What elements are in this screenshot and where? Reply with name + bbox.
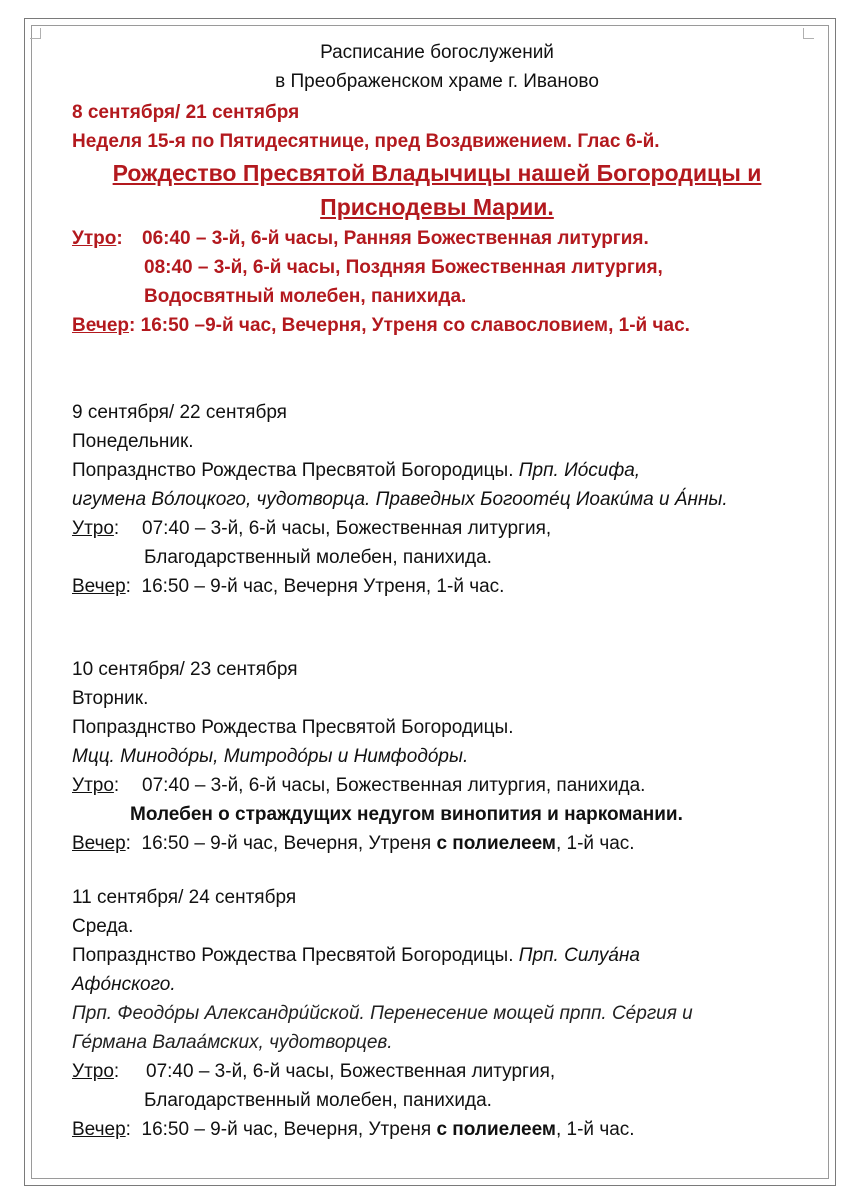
day-date: 10 сентября/ 23 сентября: [72, 659, 298, 680]
day-weekday: Среда.: [72, 916, 134, 937]
feast-plain: Попразднство Рождества Пресвятой Богородицы.: [72, 717, 514, 738]
evening-label: Вечер: [72, 833, 126, 854]
day-week: Неделя 15-я по Пятидесятнице, пред Воздвижением. Глас 6-й.: [72, 131, 660, 152]
evening-service-c: , 1-й час.: [555, 1119, 635, 1140]
document-title-line1: Расписание богослужений: [320, 42, 554, 63]
day-weekday: Понедельник.: [72, 431, 194, 452]
feast-line: [72, 941, 802, 970]
evening-service-row: [72, 829, 802, 858]
morning-label-wrap: Утро:: [72, 518, 120, 539]
spacer: [72, 601, 802, 655]
day-date: 9 сентября/ 22 сентября: [72, 402, 287, 423]
feast-italic-a: Прп. Ио́сифа,: [518, 460, 641, 481]
morning-label: Утро: [72, 1061, 114, 1082]
evening-label-wrap: Вечер:: [72, 315, 141, 336]
morning-label-wrap: Утро:: [72, 228, 123, 249]
day-date: 8 сентября/ 21 сентября: [72, 102, 300, 123]
spacer: [72, 858, 802, 883]
day-section-sep8: [72, 98, 802, 340]
morning-label-wrap: Утро:: [72, 1061, 120, 1082]
morning-service-row: [72, 1057, 802, 1086]
morning-service-row: [72, 771, 802, 800]
morning-label: Утро: [72, 775, 114, 796]
evening-service-bold: с полиелеем: [436, 833, 556, 854]
day-weekday: Вторник.: [72, 688, 149, 709]
morning-service-row: [72, 514, 802, 543]
corner-mark-top-left: [30, 28, 41, 39]
morning-service-2: Благодарственный молебен, панихида.: [144, 547, 492, 568]
morning-label-wrap: Утро:: [72, 775, 120, 796]
feast-plain: Попразднство Рождества Пресвятой Богородицы.: [72, 945, 514, 966]
schedule-document: [72, 38, 802, 1144]
evening-service-row: [72, 572, 802, 601]
morning-label: Утро: [72, 518, 114, 539]
evening-label-wrap: Вечер:: [72, 1119, 142, 1140]
feast-italic-b: Афо́нского.: [72, 974, 176, 995]
morning-service-1: 07:40 – 3-й, 6-й часы, Божественная литургия,: [142, 518, 552, 539]
evening-label: Вечер: [72, 315, 130, 336]
saints-line2: Ге́рмана Валаа́мских, чудотворцев.: [72, 1032, 393, 1053]
morning-label: Утро: [72, 228, 117, 249]
evening-service-a: 16:50 – 9-й час, Вечерня, Утреня: [141, 833, 437, 854]
morning-service-3: Водосвятный молебен, панихида.: [144, 286, 467, 307]
evening-service-row: [72, 1115, 802, 1144]
feast-title-line1: Рождество Пресвятой Владычицы нашей Богородицы и: [112, 160, 762, 186]
saints-line1: Прп. Феодо́ры Александри́йской. Перенесение мощей прпп. Се́ргия и: [72, 1003, 693, 1024]
moleben-line: Молебен о страждущих недугом винопития и наркомании.: [130, 804, 683, 825]
evening-service-c: , 1-й час.: [555, 833, 635, 854]
day-date: 11 сентября/ 24 сентября: [72, 887, 297, 908]
evening-service: 16:50 – 9-й час, Вечерня Утреня, 1-й час.: [141, 576, 505, 597]
feast-title-line2: Приснодевы Марии.: [320, 194, 554, 220]
feast-plain: Попразднство Рождества Пресвятой Богородицы.: [72, 460, 514, 481]
evening-service: 16:50 –9-й час, Вечерня, Утреня со славословием, 1-й час.: [140, 315, 690, 336]
day-section-sep10: [72, 655, 802, 858]
evening-service-bold: с полиелеем: [436, 1119, 556, 1140]
day-section-sep9: [72, 398, 802, 601]
evening-label: Вечер: [72, 576, 126, 597]
evening-label-wrap: Вечер:: [72, 833, 142, 854]
feast-line: [72, 456, 802, 485]
evening-service-a: 16:50 – 9-й час, Вечерня, Утреня: [141, 1119, 437, 1140]
morning-service-1: 07:40 – 3-й, 6-й часы, Божественная литургия, панихида.: [142, 775, 646, 796]
evening-service-row: [72, 311, 802, 340]
spacer: [72, 340, 802, 398]
feast-italic-a: Прп. Силуа́на: [518, 945, 640, 966]
feast-italic: Мцц. Минодо́ры, Митродо́ры и Нимфодо́ры.: [72, 746, 469, 767]
evening-label-wrap: Вечер:: [72, 576, 142, 597]
morning-service-1: 07:40 – 3-й, 6-й часы, Божественная литургия,: [146, 1061, 556, 1082]
morning-service-2: 08:40 – 3-й, 6-й часы, Поздняя Божественная литургия,: [144, 257, 663, 278]
morning-service-row: [72, 224, 802, 253]
corner-mark-top-right: [803, 28, 814, 39]
morning-service-1: 06:40 – 3-й, 6-й часы, Ранняя Божественная литургия.: [142, 228, 649, 249]
day-section-sep11: [72, 883, 802, 1144]
feast-italic-b: игумена Во́лоцкого, чудотворца. Праведных Богооте́ц Иоаки́ма и А́нны.: [72, 489, 728, 510]
document-title-line2: в Преображенском храме г. Иваново: [275, 71, 599, 92]
evening-label: Вечер: [72, 1119, 126, 1140]
morning-service-2: Благодарственный молебен, панихида.: [144, 1090, 492, 1111]
